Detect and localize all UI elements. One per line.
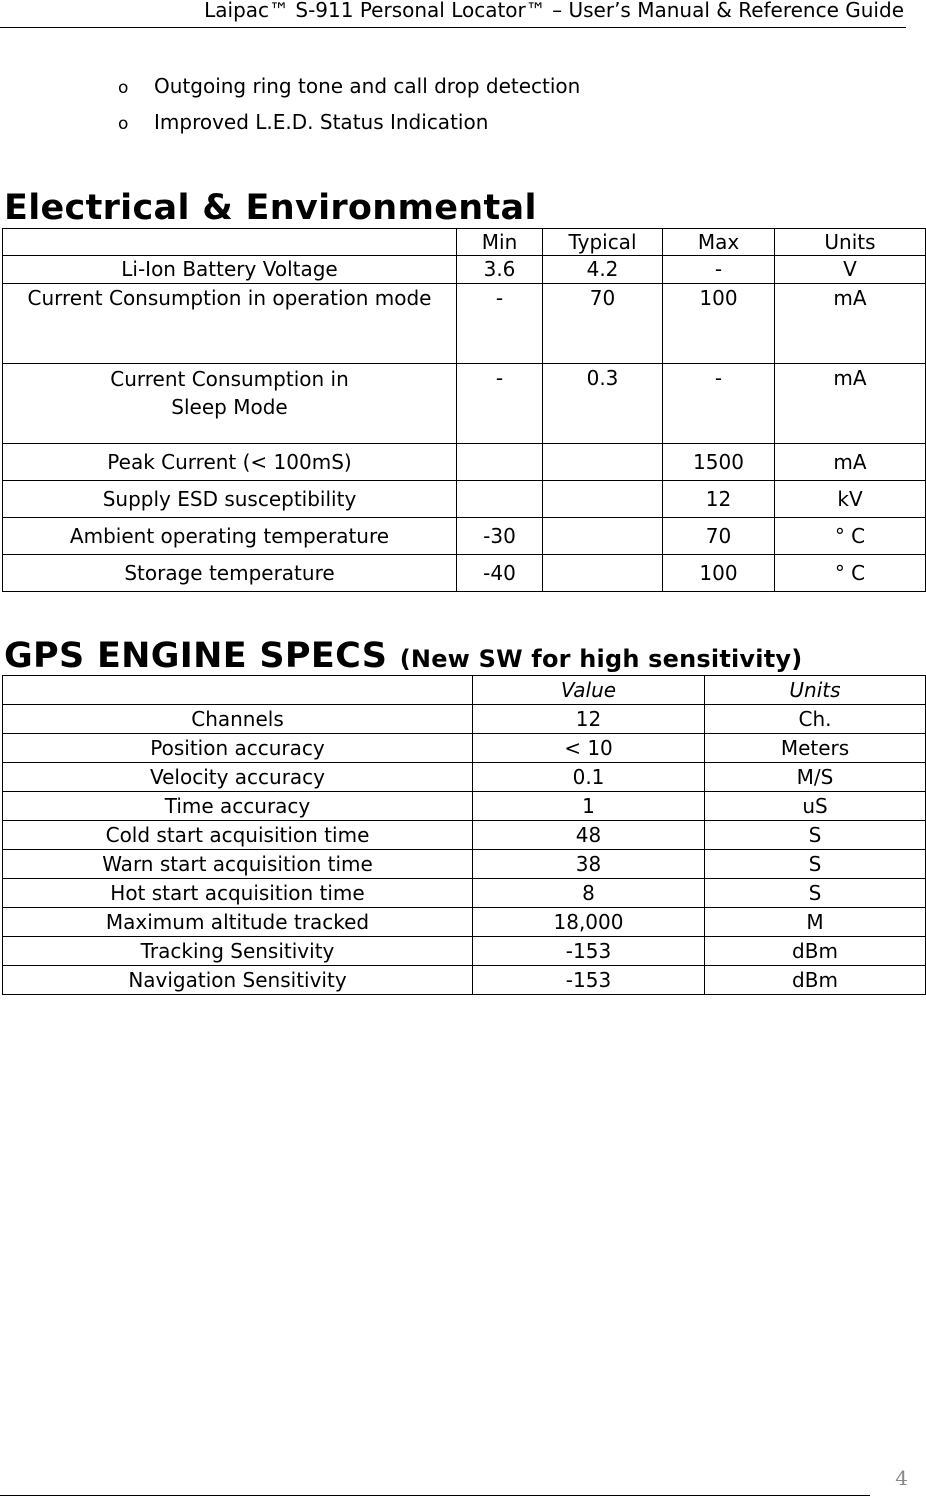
column-header bbox=[3, 229, 457, 256]
table-cell: M/S bbox=[705, 763, 926, 792]
table-row bbox=[3, 705, 926, 734]
column-header: Units bbox=[775, 229, 926, 256]
list-item bbox=[118, 72, 580, 108]
gps-heading bbox=[4, 636, 802, 679]
table-cell: mA bbox=[775, 284, 926, 364]
table-cell: -153 bbox=[473, 937, 705, 966]
row-label: Velocity accuracy bbox=[3, 763, 473, 792]
table-cell: < 10 bbox=[473, 734, 705, 763]
table-cell bbox=[457, 444, 543, 481]
column-header: Units bbox=[705, 676, 926, 705]
row-label: Current Consumption in Sleep Mode bbox=[3, 364, 457, 444]
bullet-marker: o bbox=[118, 114, 129, 134]
bullet-marker: o bbox=[118, 78, 129, 98]
table-row bbox=[3, 937, 926, 966]
running-header bbox=[0, 0, 906, 28]
table-row bbox=[3, 284, 926, 364]
table-row bbox=[3, 879, 926, 908]
table-cell: dBm bbox=[705, 937, 926, 966]
row-label: Channels bbox=[3, 705, 473, 734]
row-label: Ambient operating temperature bbox=[3, 518, 457, 555]
table-cell bbox=[543, 481, 663, 518]
table-row bbox=[3, 555, 926, 592]
table-cell: M bbox=[705, 908, 926, 937]
gps-specs-table bbox=[2, 675, 926, 995]
table-cell: 100 bbox=[663, 284, 775, 364]
table-cell bbox=[457, 481, 543, 518]
row-label: Tracking Sensitivity bbox=[3, 937, 473, 966]
table-cell: mA bbox=[775, 444, 926, 481]
table-row bbox=[3, 966, 926, 995]
table-cell: S bbox=[705, 879, 926, 908]
table-cell: 3.6 bbox=[457, 256, 543, 284]
column-header bbox=[3, 676, 473, 705]
table-cell: 12 bbox=[473, 705, 705, 734]
page-number: 4 bbox=[895, 1466, 908, 1490]
table-cell bbox=[543, 444, 663, 481]
table-cell: 1500 bbox=[663, 444, 775, 481]
table-header-row bbox=[3, 676, 926, 705]
row-label: Navigation Sensitivity bbox=[3, 966, 473, 995]
table-cell: -153 bbox=[473, 966, 705, 995]
table-row bbox=[3, 850, 926, 879]
table-cell: 70 bbox=[543, 284, 663, 364]
row-label: Time accuracy bbox=[3, 792, 473, 821]
table-cell: 48 bbox=[473, 821, 705, 850]
electrical-heading: Electrical & Environmental bbox=[4, 188, 537, 228]
table-cell: 0.1 bbox=[473, 763, 705, 792]
table-cell: ° C bbox=[775, 518, 926, 555]
column-header: Typical bbox=[543, 229, 663, 256]
row-label: Position accuracy bbox=[3, 734, 473, 763]
electrical-specs-table bbox=[2, 228, 926, 592]
row-label: Supply ESD susceptibility bbox=[3, 481, 457, 518]
table-row bbox=[3, 444, 926, 481]
table-cell: 100 bbox=[663, 555, 775, 592]
table-row bbox=[3, 481, 926, 518]
table-cell: - bbox=[457, 284, 543, 364]
footer-rule bbox=[0, 1495, 870, 1496]
table-row bbox=[3, 364, 926, 444]
table-header-row bbox=[3, 229, 926, 256]
table-cell: uS bbox=[705, 792, 926, 821]
row-label: Peak Current (< 100mS) bbox=[3, 444, 457, 481]
table-cell: mA bbox=[775, 364, 926, 444]
table-cell: S bbox=[705, 821, 926, 850]
gps-heading-title: GPS ENGINE SPECS bbox=[4, 636, 388, 676]
table-cell: kV bbox=[775, 481, 926, 518]
table-cell: -30 bbox=[457, 518, 543, 555]
row-label: Maximum altitude tracked bbox=[3, 908, 473, 937]
bullet-text: Outgoing ring tone and call drop detection bbox=[154, 74, 581, 98]
table-cell: 8 bbox=[473, 879, 705, 908]
table-cell: -40 bbox=[457, 555, 543, 592]
row-label: Current Consumption in operation mode bbox=[3, 284, 457, 364]
column-header: Max bbox=[663, 229, 775, 256]
table-cell: 12 bbox=[663, 481, 775, 518]
row-label: Storage temperature bbox=[3, 555, 457, 592]
bullet-text: Improved L.E.D. Status Indication bbox=[154, 110, 489, 134]
table-cell: Meters bbox=[705, 734, 926, 763]
table-row bbox=[3, 792, 926, 821]
table-row bbox=[3, 821, 926, 850]
table-row bbox=[3, 763, 926, 792]
table-cell: 18,000 bbox=[473, 908, 705, 937]
table-cell: Ch. bbox=[705, 705, 926, 734]
row-label: Li-Ion Battery Voltage bbox=[3, 256, 457, 284]
column-header: Value bbox=[473, 676, 705, 705]
list-item bbox=[118, 108, 580, 144]
table-cell: - bbox=[457, 364, 543, 444]
table-cell: dBm bbox=[705, 966, 926, 995]
row-label: Hot start acquisition time bbox=[3, 879, 473, 908]
feature-bullet-list bbox=[118, 72, 580, 144]
table-cell: 4.2 bbox=[543, 256, 663, 284]
table-cell: - bbox=[663, 364, 775, 444]
table-cell: 70 bbox=[663, 518, 775, 555]
table-cell bbox=[543, 555, 663, 592]
row-label: Warn start acquisition time bbox=[3, 850, 473, 879]
gps-heading-subtitle: (New SW for high sensitivity) bbox=[399, 645, 803, 673]
table-cell: 0.3 bbox=[543, 364, 663, 444]
table-row bbox=[3, 256, 926, 284]
table-row bbox=[3, 518, 926, 555]
table-row bbox=[3, 908, 926, 937]
column-header: Min bbox=[457, 229, 543, 256]
table-cell: 1 bbox=[473, 792, 705, 821]
table-cell: ° C bbox=[775, 555, 926, 592]
table-cell bbox=[543, 518, 663, 555]
table-row bbox=[3, 734, 926, 763]
table-cell: 38 bbox=[473, 850, 705, 879]
table-cell: S bbox=[705, 850, 926, 879]
header-title: Laipac™ S-911 Personal Locator™ – User’s Manual & Reference Guide bbox=[204, 0, 904, 22]
row-label: Cold start acquisition time bbox=[3, 821, 473, 850]
table-cell: V bbox=[775, 256, 926, 284]
table-cell: - bbox=[663, 256, 775, 284]
